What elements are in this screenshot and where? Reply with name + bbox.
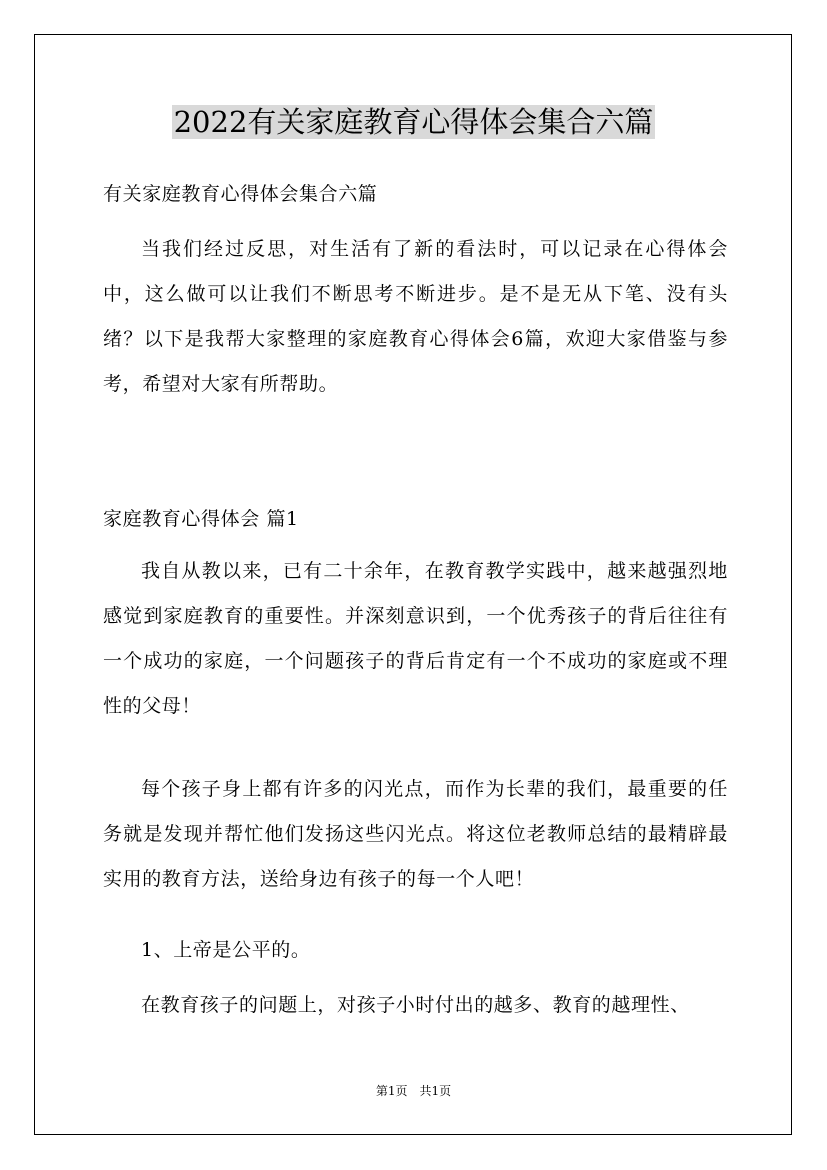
document-title-text: 2022有关家庭教育心得体会集合六篇	[173, 105, 654, 139]
body-paragraph-4: 在教育孩子的问题上，对孩子小时付出的越多、教育的越理性、	[141, 994, 690, 1016]
page-number: 第1页 共1页	[375, 1084, 452, 1098]
intro-paragraph: 当我们经过反思，对生活有了新的看法时，可以记录在心得体会中，这么做可以让我们不断思考不断进步。是不是无从下笔、没有头绪？以下是我帮大家整理的家庭教育心得体会6篇，欢迎大家借鉴与参考，希望对大家有所帮助。	[103, 238, 728, 395]
document-title	[0, 100, 827, 144]
body-paragraph-1: 我自从教以来，已有二十余年，在教育教学实践中，越来越强烈地感觉到家庭教育的重要性。并深刻意识到，一个优秀孩子的背后往往有一个成功的家庭，一个问题孩子的背后肯定有一个不成功的家庭或不理性的父母！	[103, 560, 728, 717]
document-subtitle: 有关家庭教育心得体会集合六篇	[103, 183, 378, 205]
body-paragraph-2: 每个孩子身上都有许多的闪光点，而作为长辈的我们，最重要的任务就是发现并帮忙他们发扬这些闪光点。将这位老教师总结的最精辟最实用的教育方法，送给身边有孩子的每一个人吧！	[103, 778, 728, 890]
section-heading: 家庭教育心得体会 篇1	[103, 508, 299, 530]
body-paragraph-3: 1、上帝是公平的。	[141, 939, 311, 961]
